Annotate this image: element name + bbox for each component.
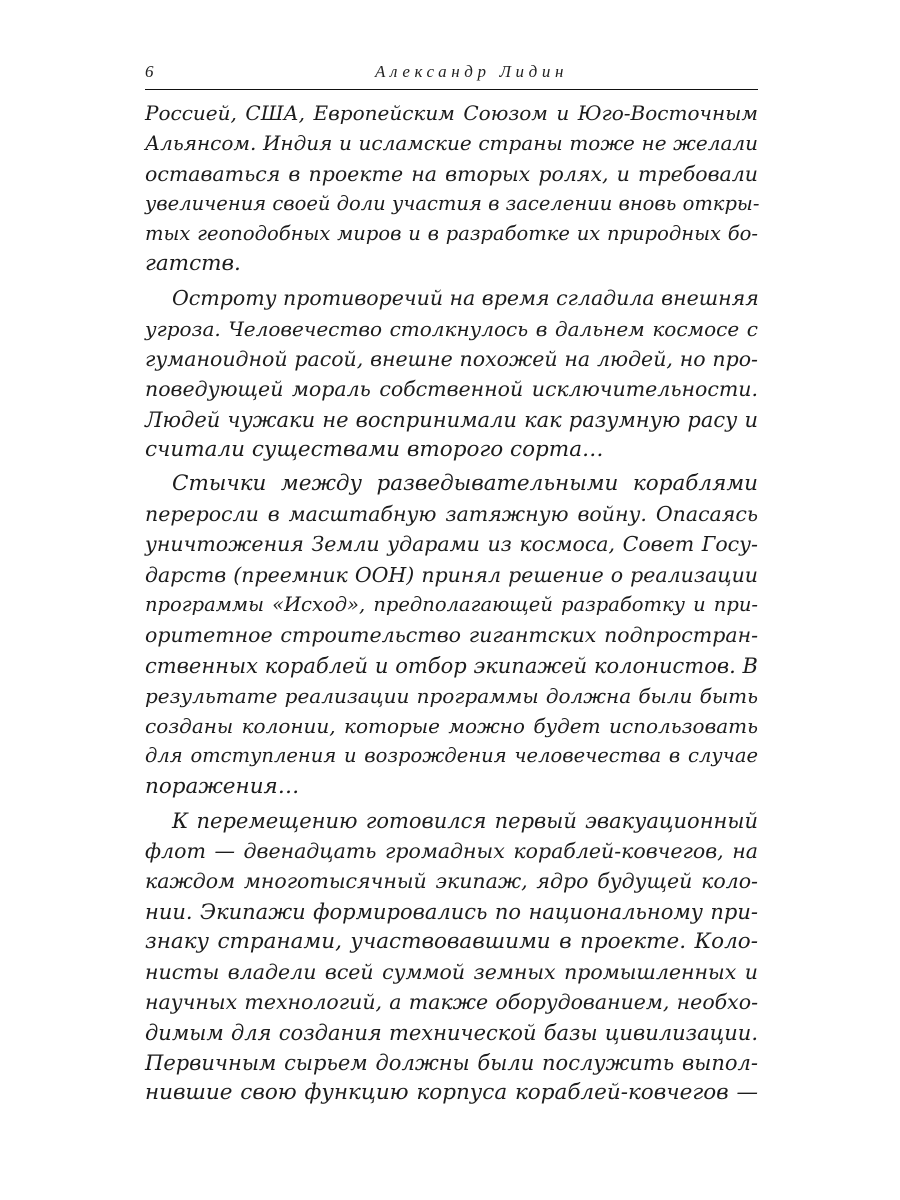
text-line: созданы колонии, которые можно будет использовать — [145, 714, 758, 739]
text-line: Россией, США, Европейским Союзом и Юго-Восточным — [145, 101, 758, 125]
running-head — [145, 62, 758, 88]
text-line: для отступления и возрождения человечества в случае — [145, 744, 758, 768]
text-line: Первичным сырьем должны были послужить выпол- — [145, 1050, 758, 1075]
body-text — [145, 98, 758, 1109]
header-rule — [145, 89, 758, 90]
text-line: Людей чужаки не воспринимали как разумную расу и — [145, 407, 758, 432]
text-line: гатств. — [145, 251, 241, 277]
text-line: нившие свою функцию корпуса кораблей-ковчегов — — [145, 1080, 758, 1106]
paragraph-1 — [145, 98, 758, 280]
text-line: тых геоподобных миров и в разработке их природных бо- — [145, 222, 758, 246]
paragraph-2 — [145, 283, 758, 465]
text-line: флот — двенадцать громадных кораблей-ковчегов, на — [145, 838, 758, 863]
text-line: поражения… — [145, 773, 300, 799]
text-line: нии. Экипажи формировались по национальному при- — [145, 899, 758, 924]
text-line: считали существами второго сорта… — [145, 436, 604, 462]
text-line: оритетное строительство гигантских подпростран- — [145, 623, 758, 648]
text-line: Стычки между разведывательными кораблями — [172, 470, 758, 496]
text-line: димым для создания технической базы цивилизации. — [145, 1020, 758, 1045]
paragraph-4 — [145, 806, 758, 1109]
text-line: поведующей мораль собственной исключительности. — [145, 377, 758, 402]
text-line: гуманоидной расой, внешне похожей на людей, но про- — [145, 346, 758, 371]
text-line: каждом многотысячный экипаж, ядро будущей коло- — [145, 869, 758, 894]
paragraph-3 — [145, 469, 758, 802]
text-line: К перемещению готовился первый эвакуационный — [172, 808, 758, 833]
text-line: знаку странами, участвовавшими в проекте. Коло- — [145, 928, 758, 954]
text-line: увеличения своей доли участия в заселении вновь откры- — [145, 191, 760, 215]
text-line: дарств (преемник ООН) принял решение о реализации — [145, 562, 758, 587]
text-line: ственных кораблей и отбор экипажей колонистов. В — [145, 653, 758, 678]
page-number: 6 — [145, 62, 154, 81]
text-line: нисты владели всей суммой земных промышленных и — [145, 960, 758, 985]
running-head-author: Александр Лидин — [374, 62, 568, 81]
text-line: угроза. Человечество столкнулось в дальнем космосе с — [145, 316, 758, 341]
text-line: переросли в масштабную затяжную войну. Опасаясь — [145, 502, 758, 527]
text-line: уничтожения Земли ударами из космоса, Совет Госу- — [145, 532, 758, 557]
text-line: научных технологий, а также оборудованием, необхо- — [145, 990, 758, 1015]
text-line: оставаться в проекте на вторых ролях, и требовали — [145, 161, 758, 186]
text-line: программы «Исход», предполагающей разработку и при- — [145, 592, 758, 616]
text-line: результате реализации программы должна были быть — [145, 683, 758, 708]
text-line: Остроту противоречий на время сгладила внешняя — [172, 286, 759, 311]
text-line: Альянсом. Индия и исламские страны тоже не желали — [145, 131, 758, 156]
